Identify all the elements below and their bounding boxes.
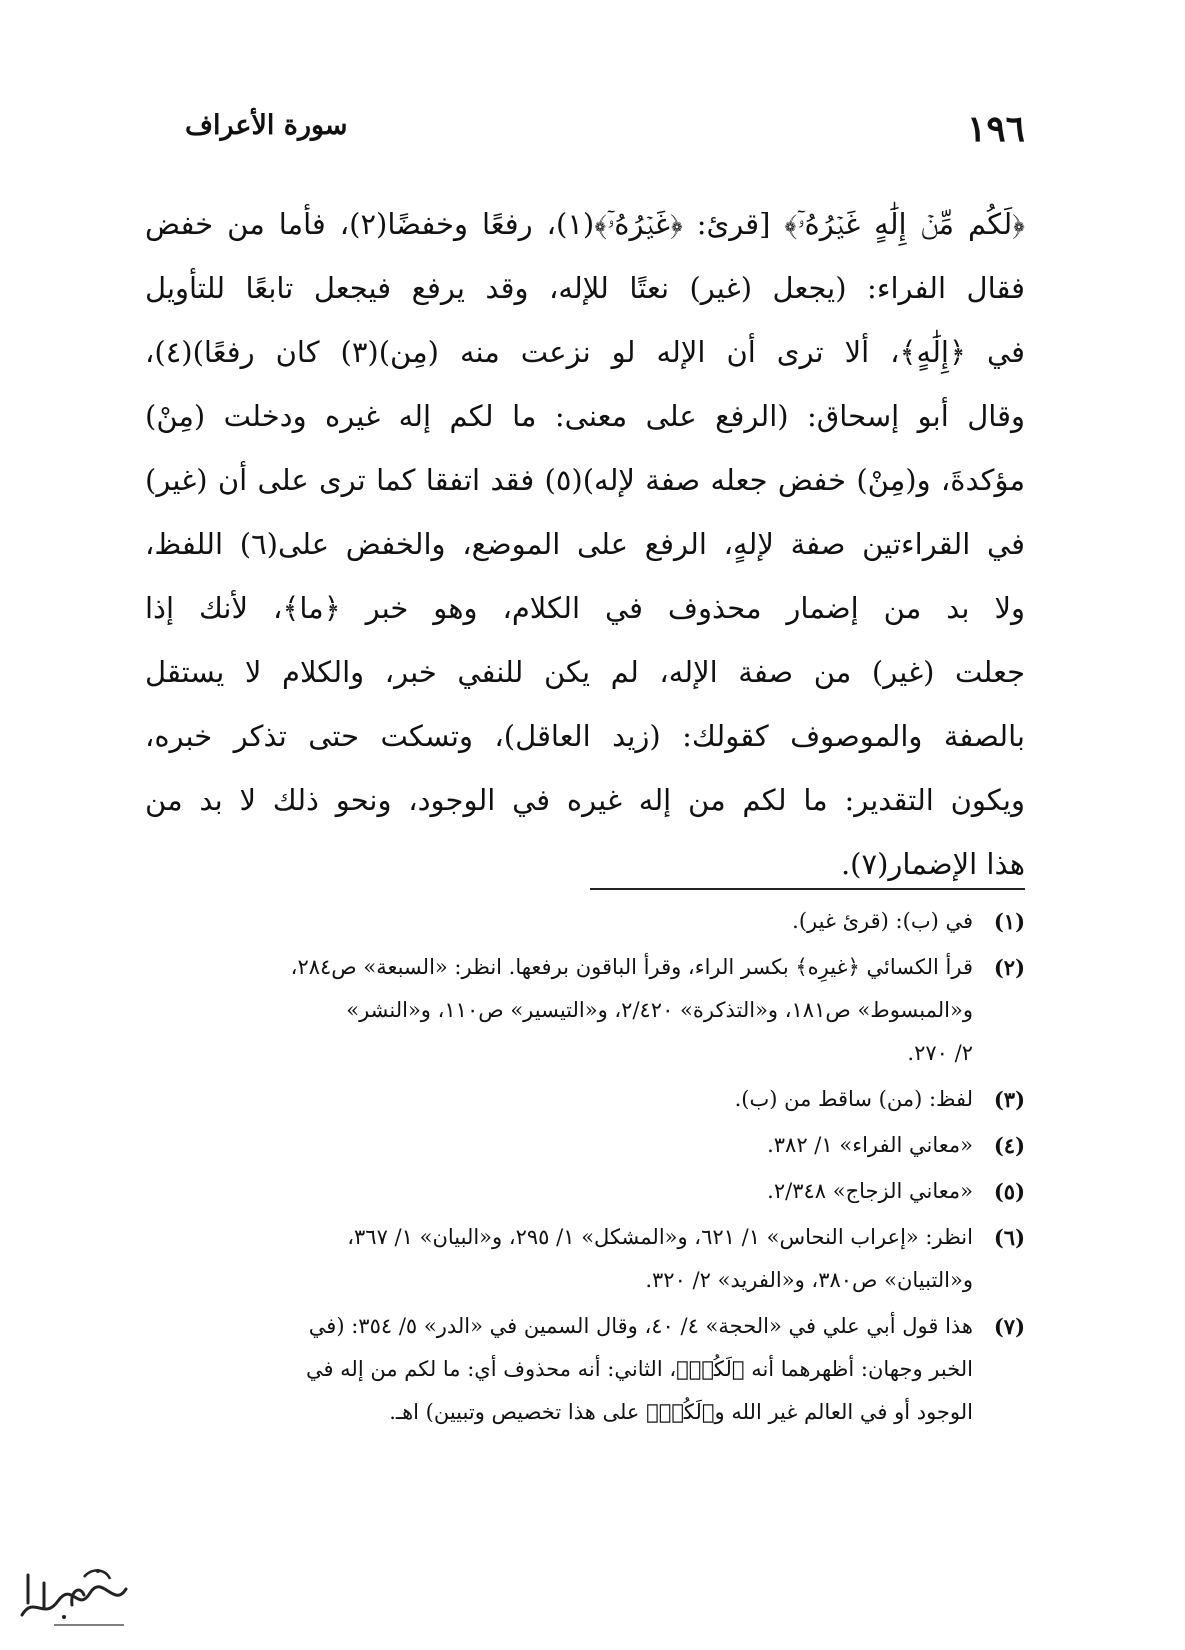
footnote-number: (٢) [993, 955, 1025, 980]
footnote-number: (٣) [993, 1087, 1025, 1112]
footnote-line: و«المبسوط» ص١٨١، و«التذكرة» ٢/٤٢٠، و«التيسير» ص١١٠، و«النشر» [346, 998, 973, 1022]
library-stamp [14, 1555, 134, 1637]
footnote-line: لفظ: (من) ساقط من (ب). [734, 1087, 973, 1111]
surah-title: سورة الأعراف [185, 110, 348, 141]
text-line: ﴿لَكُم مِّنۡ إِلَٰهٍ غَيۡرُهُۥٓ﴾ [قرئ: ﴿غَيۡرُهُۥٓ﴾(١)، رفعًا وخفضًا(٢)، فأما من خفض [145, 207, 1025, 241]
text-line: مؤكدةَ، و(مِنْ) خفض جعله صفة لإله)(٥) فقد اتفقا كما ترى على أن (غير) [145, 463, 1025, 497]
footnote-line: في (ب): (قرئ غير). [792, 909, 973, 933]
text-line: في القراءتين صفة لإلهٍ، الرفع على الموضع، والخفض على(٦) اللفظ، [145, 527, 1025, 561]
footnote-number: (١) [993, 909, 1025, 934]
text-line: هذا الإضمار(٧). [840, 847, 1025, 881]
footnote-line: «معاني الزجاج» ٢/٣٤٨. [767, 1179, 973, 1203]
footnote-line: و«التبيان» ص٣٨٠، و«الفريد» ٢/ ٣٢٠. [645, 1268, 973, 1292]
text-line: بالصفة والموصوف كقولك: (زيد العاقل)، وتسكت حتى تذكر خبره، [145, 719, 1025, 753]
text-line: جعلت (غير) من صفة الإله، لم يكن للنفي خبر، والكلام لا يستقل [145, 655, 1025, 689]
footnote-line: الوجود أو في العالم غير الله و﴿لَكُمۡ﴾ على هذا تخصيص وتبيين) اهـ. [389, 1400, 973, 1424]
footnote-4 [145, 1124, 1025, 1167]
footnote-separator [590, 888, 1025, 890]
footnote-line: هذا قول أبي علي في «الحجة» ٤/ ٤٠، وقال السمين في «الدر» ٥/ ٣٥٤: (في [308, 1314, 973, 1338]
footnote-number: (٧) [993, 1314, 1025, 1339]
footnote-5 [145, 1170, 1025, 1213]
footnote-line: الخبر وجهان: أظهرهما أنه ﴿لَكُمۡ﴾، الثاني: أنه محذوف أي: ما لكم من إله في [305, 1357, 973, 1381]
footnote-1 [145, 900, 1025, 943]
footnote-2 [145, 946, 1025, 1075]
footnote-line: انظر: «إعراب النحاس» ١/ ٦٢١، و«المشكل» ١/ ٢٩٥، و«البيان» ١/ ٣٦٧، [347, 1225, 973, 1249]
footnote-number: (٦) [993, 1225, 1025, 1250]
text-line: فقال الفراء: (يجعل (غير) نعتًا للإله، وقد يرفع فيجعل تابعًا للتأويل [145, 271, 1025, 305]
text-line: وقال أبو إسحاق: (الرفع على معنى: ما لكم إله غيره ودخلت (مِنْ) [145, 399, 1025, 433]
footnote-line: قرأ الكسائي ﴿غيرِه﴾ بكسر الراء، وقرأ الباقون برفعها. انظر: «السبعة» ص٢٨٤، [290, 955, 973, 979]
page-header [185, 108, 1025, 158]
footnote-6 [145, 1216, 1025, 1302]
text-line: ولا بد من إضمار محذوف في الكلام، وهو خبر ﴿ما﴾، لأنك إذا [145, 591, 1025, 625]
footnote-number: (٤) [993, 1133, 1025, 1158]
page-number: ١٩٦ [966, 108, 1025, 150]
main-text [145, 192, 1025, 896]
text-line: في ﴿إِلَٰهٍ﴾، ألا ترى أن الإله لو نزعت منه (مِن)(٣) كان رفعًا)(٤)، [145, 335, 1025, 369]
footnote-line: ٢/ ٢٧٠. [907, 1041, 973, 1065]
footnote-7 [145, 1305, 1025, 1434]
footnote-line: «معاني الفراء» ١/ ٣٨٢. [767, 1133, 973, 1157]
text-line: ويكون التقدير: ما لكم من إله غيره في الوجود، ونحو ذلك لا بد من [145, 783, 1025, 817]
footnote-number: (٥) [993, 1179, 1025, 1204]
footnote-3 [145, 1078, 1025, 1121]
footnotes [145, 900, 1025, 1437]
